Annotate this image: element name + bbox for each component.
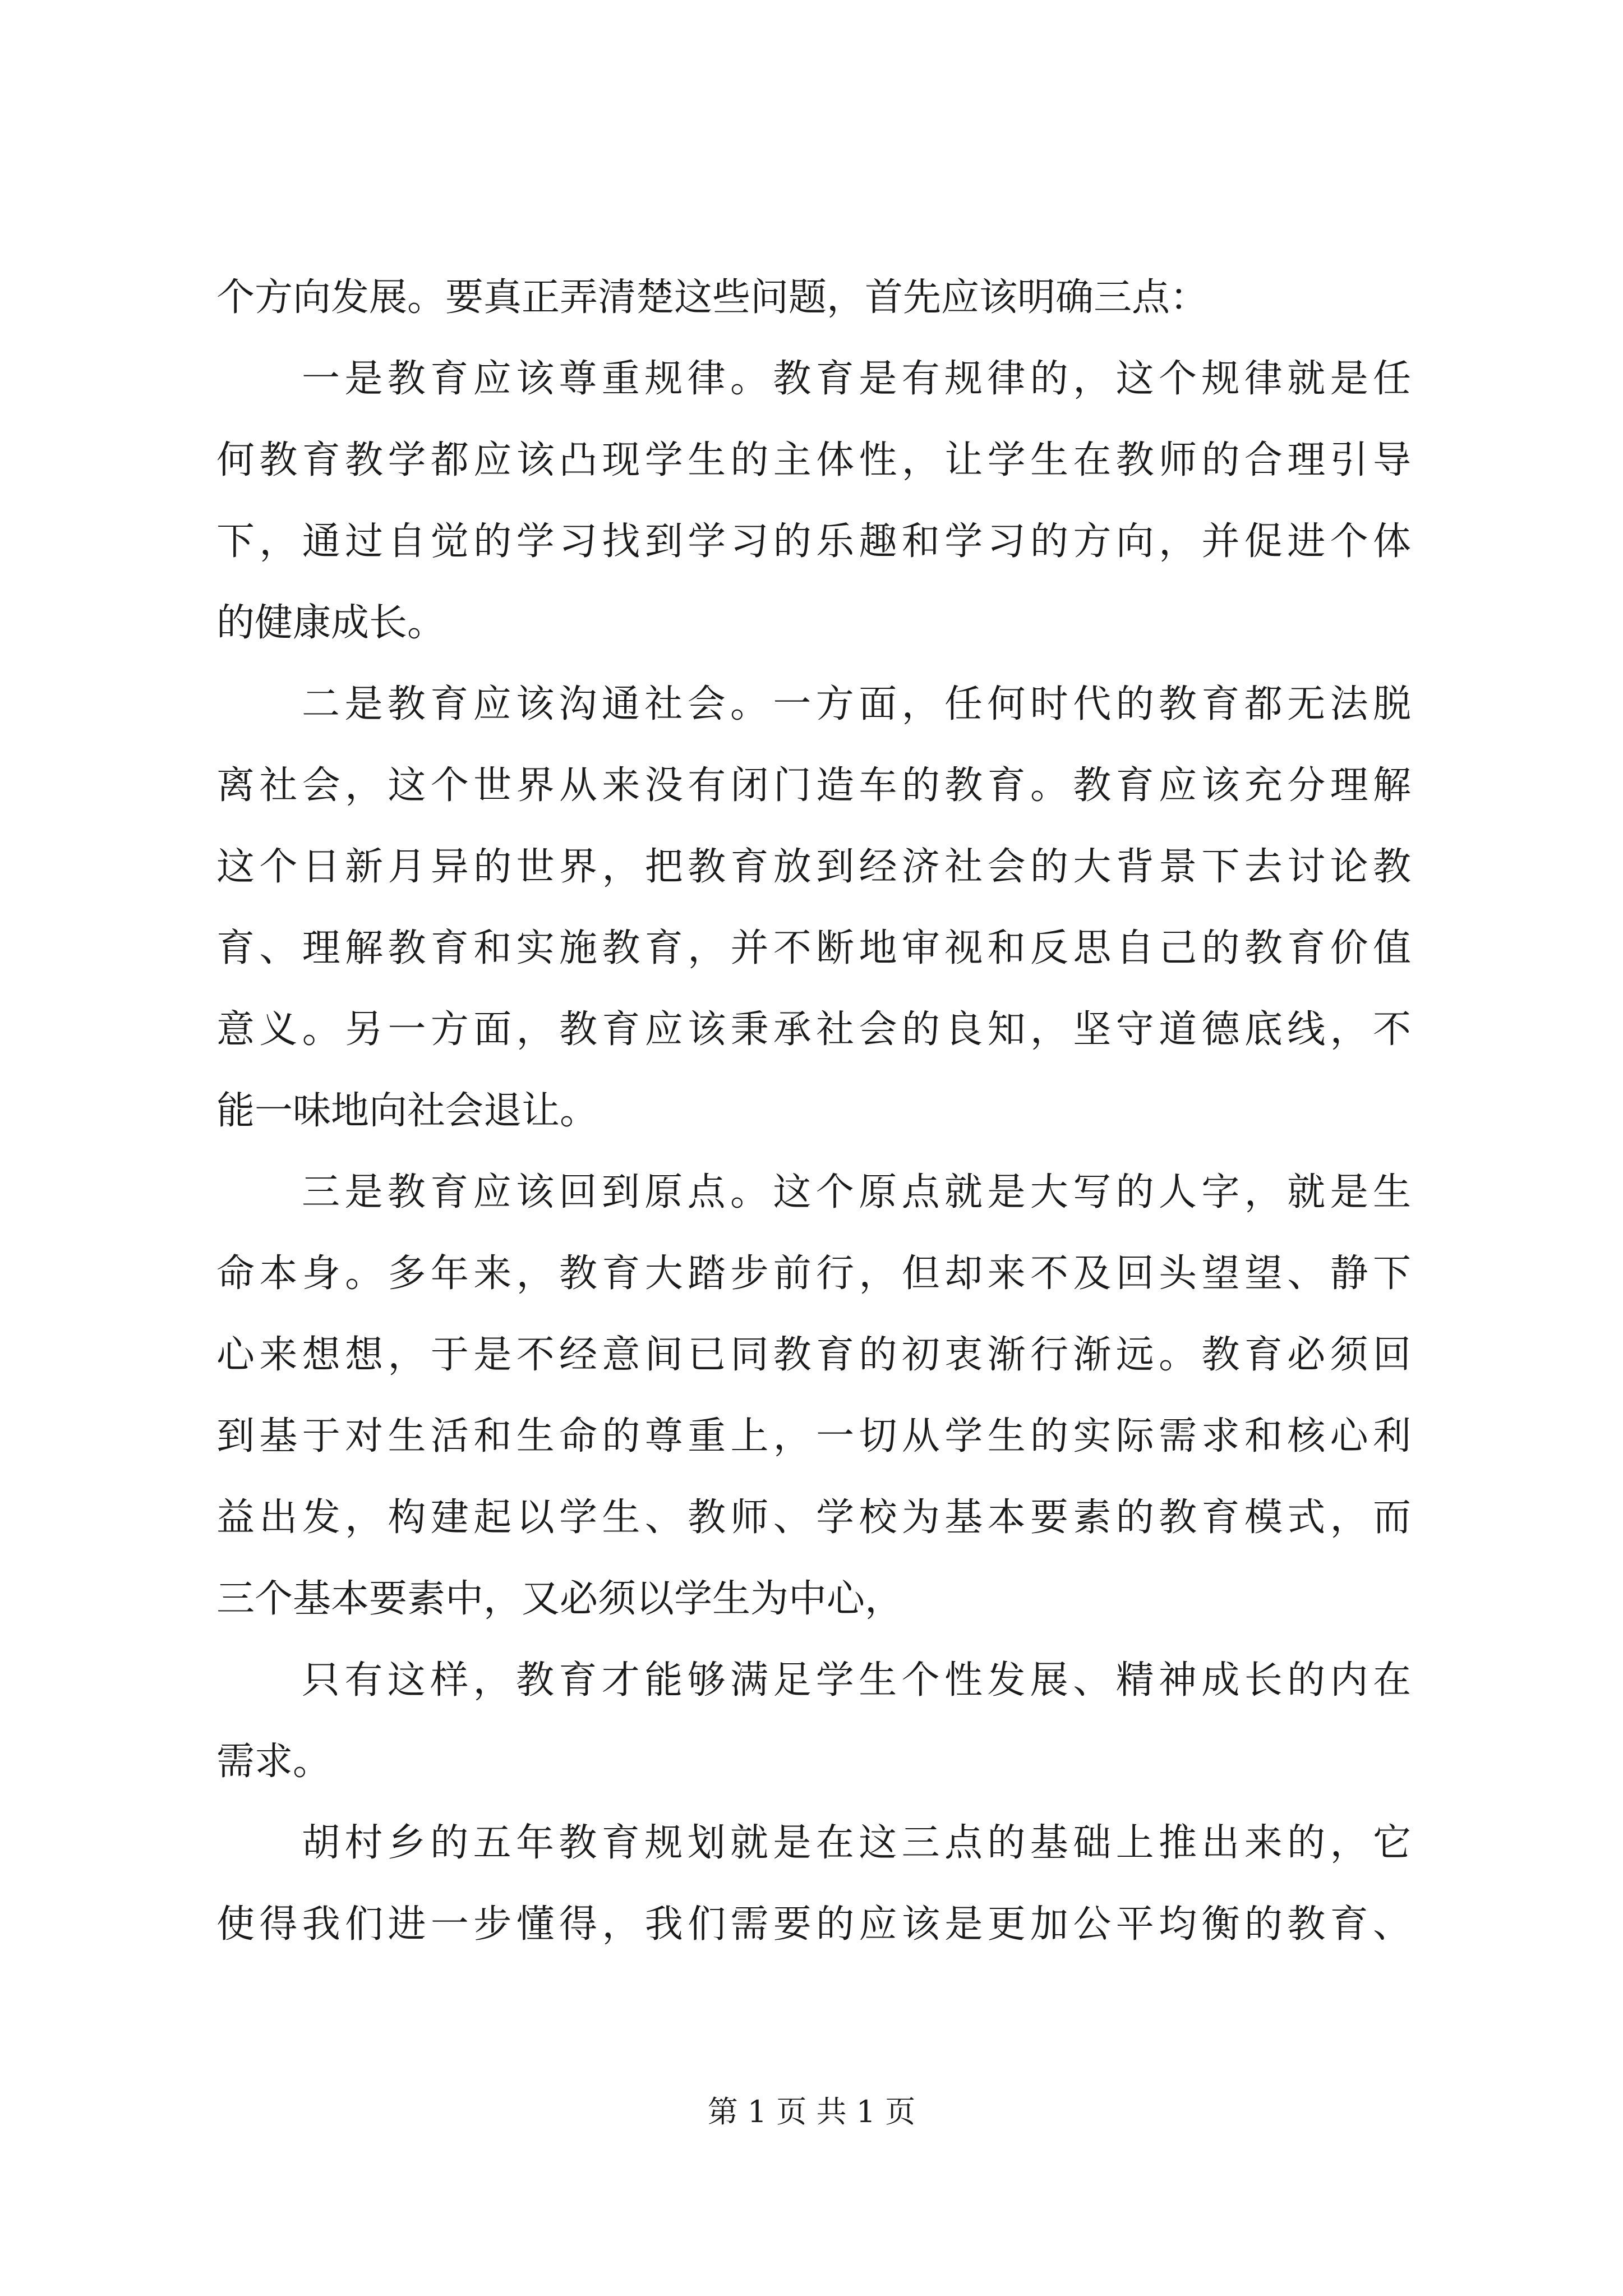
- page-number-label: 第 1 页 共 1 页: [707, 2094, 916, 2129]
- text-line: 三个基本要素中，又必须以学生为中心，: [216, 1577, 903, 1621]
- text-line: 到基于对生活和生命的尊重上，一切从学生的实际需求和核心利: [216, 1414, 1411, 1458]
- text-line: 三是教育应该回到原点。这个原点就是大写的人字，就是生: [302, 1170, 1411, 1214]
- page-footer: [0, 2092, 1623, 2132]
- text-line: 何教育教学都应该凸现学生的主体性，让学生在教师的合理引导: [216, 438, 1411, 482]
- text-line: 意义。另一方面，教育应该秉承社会的良知，坚守道德底线，不: [216, 1007, 1411, 1052]
- text-line: 益出发，构建起以学生、教师、学校为基本要素的教育模式，而: [216, 1496, 1411, 1540]
- document-body: [216, 257, 1411, 1965]
- text-line: 能一味地向社会退让。: [216, 1089, 598, 1133]
- text-line: 一是教育应该尊重规律。教育是有规律的，这个规律就是任: [302, 357, 1411, 401]
- text-line: 使得我们进一步懂得，我们需要的应该是更加公平均衡的教育、: [216, 1902, 1411, 1947]
- text-line: 离社会，这个世界从来没有闭门造车的教育。教育应该充分理解: [216, 763, 1411, 808]
- text-line: 心来想想，于是不经意间已同教育的初衷渐行渐远。教育必须回: [216, 1333, 1411, 1377]
- text-line: 下，通过自觉的学习找到学习的乐趣和学习的方向，并促进个体: [216, 519, 1411, 564]
- text-line: 命本身。多年来，教育大踏步前行，但却来不及回头望望、静下: [216, 1251, 1411, 1296]
- text-line: 个方向发展。要真正弄清楚这些问题，首先应该明确三点：: [216, 275, 1209, 320]
- text-line: 二是教育应该沟通社会。一方面，任何时代的教育都无法脱: [302, 682, 1411, 726]
- text-line: 育、理解教育和实施教育，并不断地审视和反思自己的教育价值: [216, 926, 1411, 970]
- text-line: 的健康成长。: [216, 601, 446, 645]
- text-line: 这个日新月异的世界，把教育放到经济社会的大背景下去讨论教: [216, 845, 1411, 889]
- text-line: 胡村乡的五年教育规划就是在这三点的基础上推出来的，它: [302, 1821, 1411, 1865]
- text-line: 只有这样，教育才能够满足学生个性发展、精神成长的内在: [302, 1658, 1411, 1703]
- text-line: 需求。: [216, 1740, 331, 1784]
